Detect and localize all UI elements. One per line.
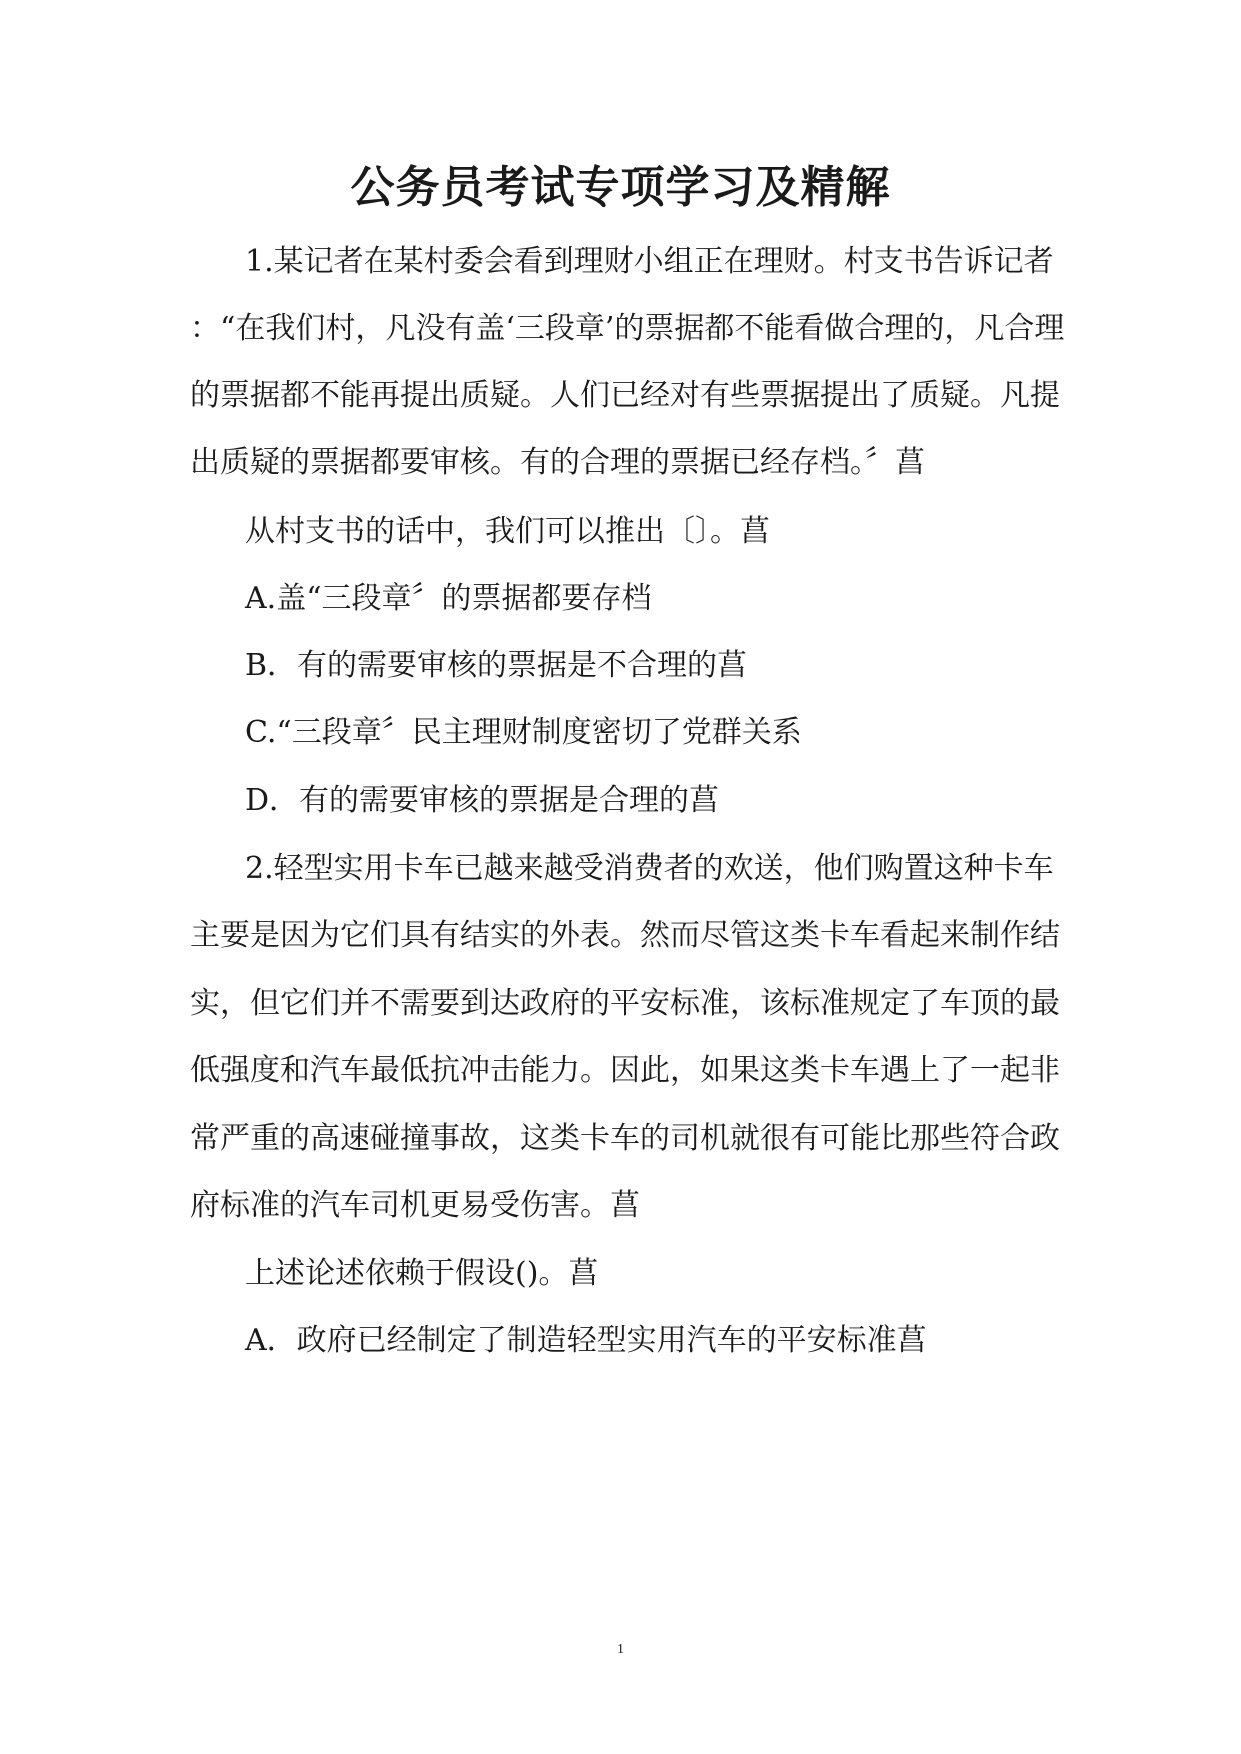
paragraph-line: 主要是因为它们具有结实的外表。然而尽管这类卡车看起来制作结: [190, 918, 1060, 953]
document-title: 公务员考试专项学习及精解: [350, 162, 891, 213]
answer-option: B．有的需要审核的票据是不合理的菖: [245, 648, 748, 683]
answer-option: C.“三段章〞民主理财制度密切了党群关系: [245, 715, 802, 750]
question-prompt: 上述论述依赖于假设()。菖: [245, 1256, 599, 1291]
answer-option: A.盖“三段章〞的票据都要存档: [245, 581, 652, 616]
paragraph-line: 实，但它们并不需要到达政府的平安标准，该标准规定了车顶的最: [190, 986, 1060, 1021]
paragraph-line: 1.某记者在某村委会看到理财小组正在理财。村支书告诉记者: [245, 244, 1054, 279]
paragraph-line: ：“在我们村，凡没有盖‘三段章’的票据都不能看做合理的，凡合理: [190, 311, 1065, 346]
paragraph-line: 的票据都不能再提出质疑。人们已经对有些票据提出了质疑。凡提: [190, 378, 1060, 413]
paragraph-line: 府标准的汽车司机更易受伤害。菖: [190, 1188, 640, 1223]
answer-option: A．政府已经制定了制造轻型实用汽车的平安标准菖: [245, 1323, 927, 1358]
question-prompt: 从村支书的话中，我们可以推出〔〕。菖: [245, 514, 770, 549]
answer-option: D．有的需要审核的票据是合理的菖: [245, 783, 720, 818]
paragraph-line: 常严重的高速碰撞事故，这类卡车的司机就很有可能比那些符合政: [190, 1121, 1060, 1156]
paragraph-line: 低强度和汽车最低抗冲击能力。因此，如果这类卡车遇上了一起非: [190, 1053, 1060, 1088]
paragraph-line: 2.轻型实用卡车已越来越受消费者的欢送，他们购置这种卡车: [245, 851, 1054, 886]
page-number: 1: [617, 1642, 624, 1657]
paragraph-line: 出质疑的票据都要审核。有的合理的票据已经存档。〞菖: [190, 445, 925, 480]
